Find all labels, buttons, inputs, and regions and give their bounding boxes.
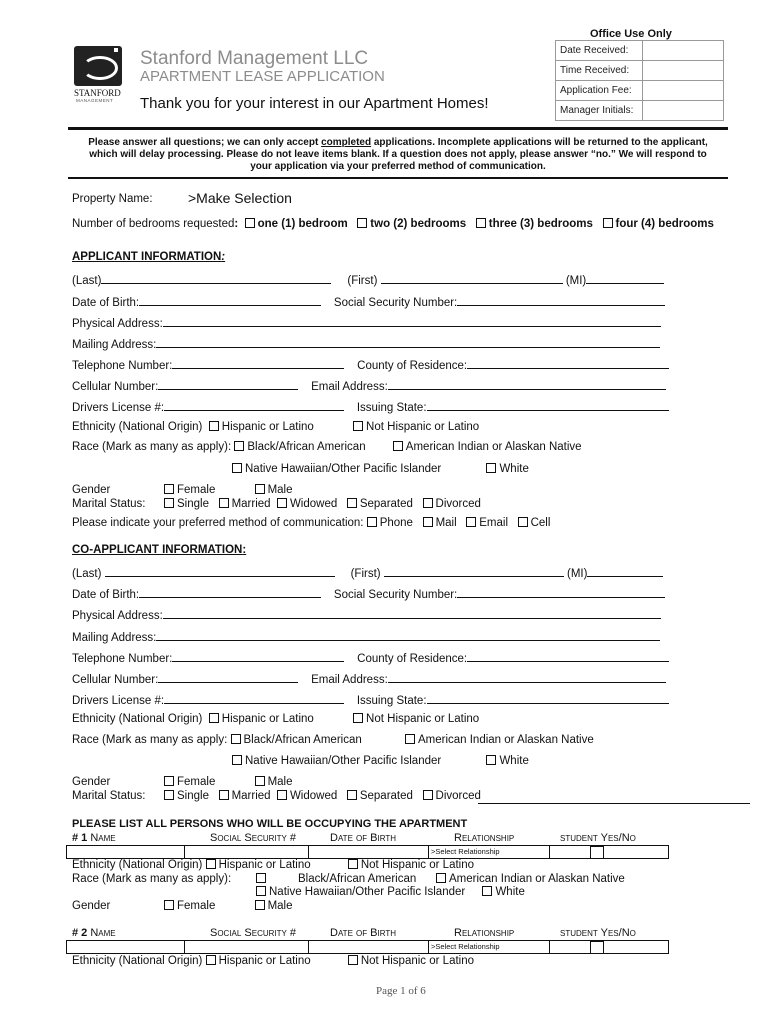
office-use-title: Office Use Only <box>590 28 672 40</box>
applicant-dob-row: Date of Birth: Social Security Number: <box>72 294 665 309</box>
section-divider <box>478 803 750 804</box>
applicant-gender-label: Gender <box>72 484 111 496</box>
applicant-physical-input[interactable] <box>163 315 661 327</box>
applicant-not-hispanic-checkbox[interactable] <box>353 421 363 431</box>
coapplicant-race-row2: Native Hawaiian/Other Pacific Islander White <box>232 755 529 767</box>
occupants-heading: PLEASE LIST ALL PERSONS WHO WILL BE OCCUPYING THE APARTMENT <box>72 818 468 830</box>
applicant-black-checkbox[interactable] <box>234 441 244 451</box>
occupant1-white-checkbox[interactable] <box>482 886 492 896</box>
bedroom-4-checkbox[interactable] <box>603 218 613 228</box>
occupant1-student-checkbox[interactable] <box>590 846 604 859</box>
page-number: Page 1 of 6 <box>376 985 426 997</box>
applicant-last-input[interactable] <box>101 272 331 284</box>
coapplicant-phone-input[interactable] <box>172 650 344 662</box>
applicant-female-checkbox[interactable] <box>164 484 174 494</box>
thanks-message: Thank you for your interest in our Apartment Homes! <box>140 95 489 112</box>
occupant1-student-input[interactable] <box>548 845 669 859</box>
coapplicant-ssn-input[interactable] <box>457 586 665 598</box>
company-logo <box>70 44 128 104</box>
applicant-mailing-input[interactable] <box>156 336 660 348</box>
occupant1-not-hispanic-checkbox[interactable] <box>348 859 358 869</box>
occupant1-relationship-select[interactable]: >Select Relationship <box>428 845 550 859</box>
occupant1-native-am-checkbox[interactable] <box>436 873 446 883</box>
applicant-dl-row: Drivers License #: Issuing State: <box>72 399 669 414</box>
coapplicant-male-checkbox[interactable] <box>255 776 265 786</box>
coapplicant-widowed-checkbox[interactable] <box>277 790 287 800</box>
occupant1-race-row: Race (Mark as many as apply): Black/African American American Indian or Alaskan Native <box>72 873 625 885</box>
applicant-phone-row: Telephone Number: County of Residence: <box>72 357 669 372</box>
bedroom-1-checkbox[interactable] <box>245 218 255 228</box>
notice-line2: which will delay processing. Please do not leave items blank. If a question does not apply, please answer “no.” We will respond to <box>89 149 707 160</box>
occupant1-black-checkbox[interactable] <box>256 873 266 883</box>
bedrooms-row: Number of bedrooms requested: one (1) bedroom two (2) bedrooms three (3) bedrooms four (4) bedrooms <box>72 218 714 230</box>
comm-email-checkbox[interactable] <box>466 517 476 527</box>
applicant-heading: APPLICANT INFORMATION: <box>72 251 226 263</box>
form-title: APARTMENT LEASE APPLICATION <box>140 68 385 85</box>
coapplicant-single-checkbox[interactable] <box>164 790 174 800</box>
coapplicant-county-input[interactable] <box>467 650 669 662</box>
property-label: Property Name: <box>72 193 153 205</box>
coapplicant-mi-input[interactable] <box>587 565 663 577</box>
occupant2-dob-input[interactable] <box>308 940 429 954</box>
applicant-race-row2: Native Hawaiian/Other Pacific Islander White <box>232 463 529 475</box>
occupant1-hawaiian-checkbox[interactable] <box>256 886 266 896</box>
coapplicant-female-checkbox[interactable] <box>164 776 174 786</box>
occupant2-student-checkbox[interactable] <box>590 941 604 954</box>
occupant1-race-row2: Native Hawaiian/Other Pacific Islander White <box>256 886 525 898</box>
occupant1-female-checkbox[interactable] <box>164 900 174 910</box>
coapplicant-hawaiian-checkbox[interactable] <box>232 755 242 765</box>
notice-line3: your application via your preferred method of communication. <box>250 161 546 172</box>
applicant-mailing-row: Mailing Address: <box>72 336 660 351</box>
coapplicant-state-input[interactable] <box>427 692 669 704</box>
applicant-name-row: (Last) (First) (MI) <box>72 272 664 287</box>
logo-text: STANFORD <box>74 88 121 98</box>
occupant1-ssn-input[interactable] <box>184 845 309 859</box>
coapplicant-gender-label: Gender <box>72 776 111 788</box>
coapplicant-phone-row: Telephone Number: County of Residence: <box>72 650 669 665</box>
coapplicant-ethnicity-row: Ethnicity (National Origin) Hispanic or Latino Not Hispanic or Latino <box>72 713 480 725</box>
occupant2-name-input[interactable] <box>66 940 185 954</box>
applicant-divorced-checkbox[interactable] <box>423 498 433 508</box>
coapplicant-dob-input[interactable] <box>139 586 321 598</box>
communication-row: Please indicate your preferred method of communication: Phone Mail Email Cell <box>72 517 551 529</box>
applicant-ethnicity-row: Ethnicity (National Origin) Hispanic or Latino Not Hispanic or Latino <box>72 421 480 433</box>
occupant1-ethnicity-row: Ethnicity (National Origin) Hispanic or Latino Not Hispanic or Latino <box>72 859 475 871</box>
bedroom-2-checkbox[interactable] <box>357 218 367 228</box>
coapplicant-dl-input[interactable] <box>164 692 344 704</box>
applicant-ssn-input[interactable] <box>457 294 665 306</box>
occupant1-dob-input[interactable] <box>308 845 429 859</box>
comm-cell-checkbox[interactable] <box>518 517 528 527</box>
coapplicant-mailing-row: Mailing Address: <box>72 629 660 644</box>
coapplicant-dl-row: Drivers License #: Issuing State: <box>72 692 669 707</box>
applicant-race-row: Race (Mark as many as apply): Black/African American American Indian or Alaskan Native <box>72 441 582 453</box>
company-name: Stanford Management LLC <box>140 48 369 69</box>
coapplicant-dob-row: Date of Birth: Social Security Number: <box>72 586 665 601</box>
applicant-first-input[interactable] <box>381 272 563 284</box>
occupant2-header: # 2 Name Social Security # Date of Birth Relationship student Yes/No <box>72 927 636 939</box>
occupant2-ssn-input[interactable] <box>184 940 309 954</box>
comm-mail-checkbox[interactable] <box>423 517 433 527</box>
coapplicant-cell-row: Cellular Number: Email Address: <box>72 671 666 686</box>
coapplicant-mailing-input[interactable] <box>156 629 660 641</box>
applicant-separated-checkbox[interactable] <box>347 498 357 508</box>
applicant-white-checkbox[interactable] <box>486 463 496 473</box>
coapplicant-separated-checkbox[interactable] <box>347 790 357 800</box>
occupant2-hispanic-checkbox[interactable] <box>206 955 216 965</box>
coapplicant-email-input[interactable] <box>388 671 666 683</box>
bedroom-3-checkbox[interactable] <box>476 218 486 228</box>
coapplicant-white-checkbox[interactable] <box>486 755 496 765</box>
applicant-cell-input[interactable] <box>158 378 298 390</box>
occupant1-hispanic-checkbox[interactable] <box>206 859 216 869</box>
occupant1-name-input[interactable] <box>66 845 185 859</box>
occupant1-gender-options: Female Male <box>164 900 293 912</box>
logo-mark <box>74 46 122 86</box>
coapplicant-last-input[interactable] <box>105 565 335 577</box>
applicant-single-checkbox[interactable] <box>164 498 174 508</box>
office-application-fee: Application Fee: <box>556 81 643 101</box>
notice-line1: Please answer all questions; we can only accept completed applications. Incomplete applications will be returned to the applicant, <box>88 137 708 148</box>
applicant-marital-options: Single Married Widowed Separated Divorced <box>164 498 481 510</box>
coapplicant-marital-options: Single Married Widowed Separated Divorced <box>164 790 481 802</box>
applicant-hawaiian-checkbox[interactable] <box>232 463 242 473</box>
occupant1-gender-label: Gender <box>72 900 111 912</box>
applicant-phone-input[interactable] <box>172 357 344 369</box>
applicant-marital-label: Marital Status: <box>72 498 146 510</box>
applicant-male-checkbox[interactable] <box>255 484 265 494</box>
coapplicant-cell-input[interactable] <box>158 671 298 683</box>
occupant2-not-hispanic-checkbox[interactable] <box>348 955 358 965</box>
applicant-married-checkbox[interactable] <box>219 498 229 508</box>
applicant-widowed-checkbox[interactable] <box>277 498 287 508</box>
coapplicant-gender-options: Female Male <box>164 776 293 788</box>
occupant1-male-checkbox[interactable] <box>255 900 265 910</box>
applicant-county-input[interactable] <box>467 357 669 369</box>
office-date-received: Date Received: <box>556 41 643 61</box>
coapplicant-divorced-checkbox[interactable] <box>423 790 433 800</box>
coapplicant-black-checkbox[interactable] <box>231 734 241 744</box>
comm-phone-checkbox[interactable] <box>367 517 377 527</box>
coapplicant-not-hispanic-checkbox[interactable] <box>353 713 363 723</box>
property-select[interactable]: >Make Selection <box>188 190 292 206</box>
coapplicant-physical-row: Physical Address: <box>72 607 661 622</box>
applicant-gender-options: Female Male <box>164 484 293 496</box>
logo-subtext: MANAGEMENT <box>76 98 114 103</box>
coapplicant-marital-label: Marital Status: <box>72 790 146 802</box>
applicant-state-input[interactable] <box>427 399 669 411</box>
applicant-native-am-checkbox[interactable] <box>393 441 403 451</box>
applicant-physical-row: Physical Address: <box>72 315 661 330</box>
office-time-received: Time Received: <box>556 61 643 81</box>
coapplicant-race-row: Race (Mark as many as apply: Black/African American American Indian or Alaskan Native <box>72 734 594 746</box>
applicant-mi-input[interactable] <box>586 272 664 284</box>
coapplicant-heading: CO-APPLICANT INFORMATION: <box>72 544 247 556</box>
occupant2-relationship-select[interactable]: >Select Relationship <box>428 940 550 954</box>
coapplicant-native-am-checkbox[interactable] <box>405 734 415 744</box>
divider-thick <box>68 127 728 130</box>
coapplicant-physical-input[interactable] <box>163 607 661 619</box>
applicant-hispanic-checkbox[interactable] <box>209 421 219 431</box>
coapplicant-hispanic-checkbox[interactable] <box>209 713 219 723</box>
occupant1-header: # 1 Name Social Security # Date of Birth Relationship student Yes/No <box>72 832 636 844</box>
coapplicant-first-input[interactable] <box>384 565 564 577</box>
applicant-email-input[interactable] <box>388 378 666 390</box>
applicant-dl-input[interactable] <box>164 399 344 411</box>
occupant2-student-input[interactable] <box>548 940 669 954</box>
office-manager-initials: Manager Initials: <box>556 101 643 121</box>
occupant2-ethnicity-row: Ethnicity (National Origin) Hispanic or Latino Not Hispanic or Latino <box>72 955 475 967</box>
coapplicant-name-row: (Last) (First) (MI) <box>72 565 663 580</box>
applicant-cell-row: Cellular Number: Email Address: <box>72 378 666 393</box>
coapplicant-married-checkbox[interactable] <box>219 790 229 800</box>
applicant-dob-input[interactable] <box>139 294 321 306</box>
office-use-table <box>555 40 724 121</box>
